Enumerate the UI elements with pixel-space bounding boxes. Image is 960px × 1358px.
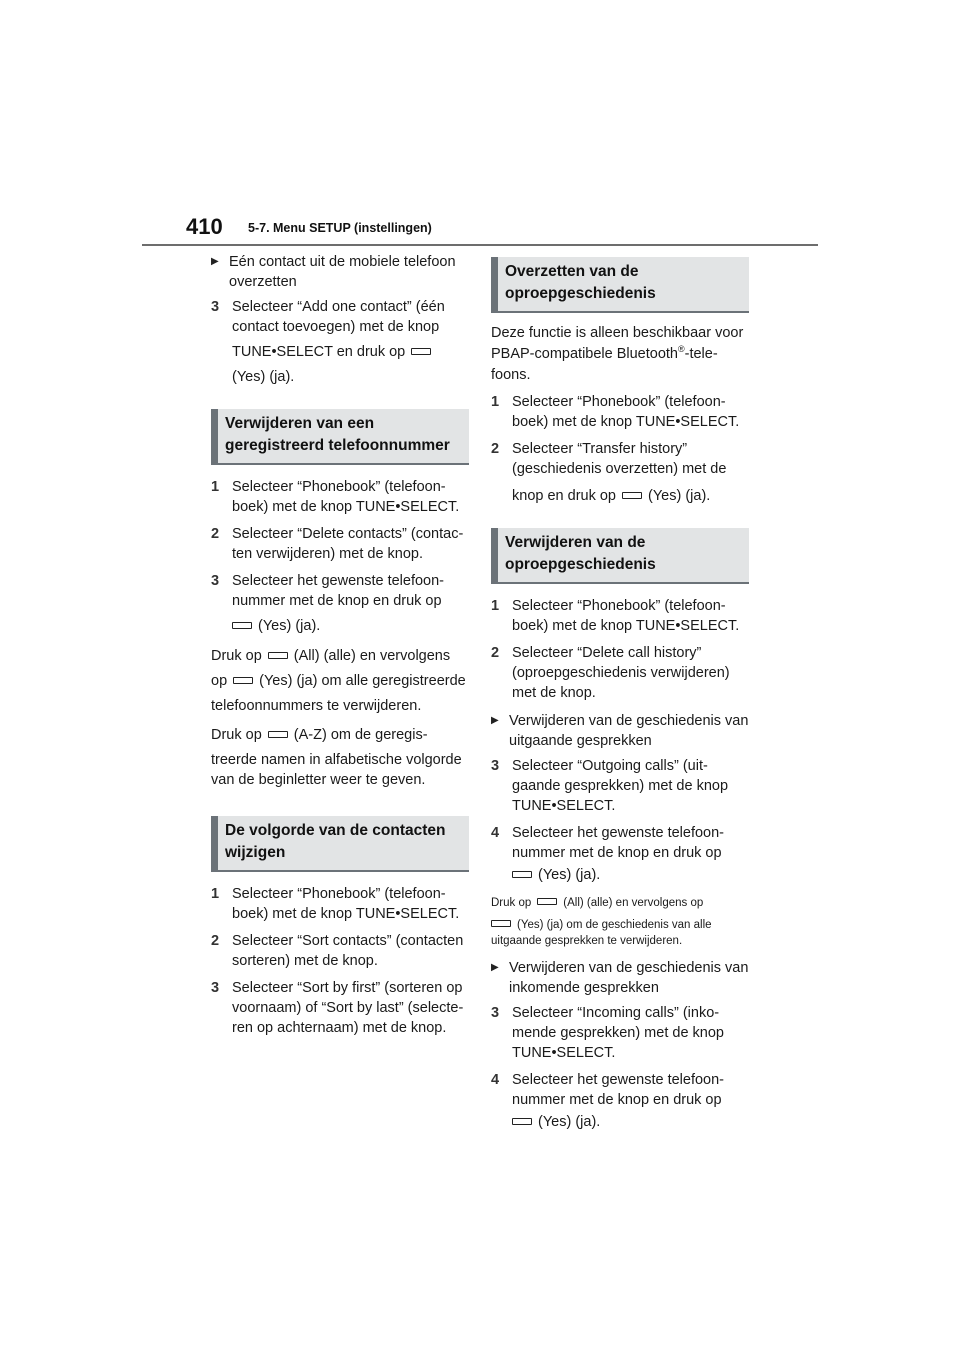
note-text: [211, 646, 469, 666]
step-number: 1: [491, 394, 500, 410]
page-header: [186, 212, 826, 246]
step-number: 1: [211, 479, 220, 495]
step-text: Selecteer het gewenste telefoon-nummer met de knop en druk op: [232, 573, 444, 609]
note-text: [211, 750, 469, 790]
arrow-icon: ▶: [491, 715, 499, 726]
bullet-incoming: [491, 958, 749, 998]
step-item: [211, 571, 469, 611]
step-text: Selecteer “Transfer history” (geschiedenis overzetten) met de: [512, 441, 727, 477]
button-icon: [622, 492, 642, 499]
note-text: [211, 671, 469, 691]
step-continuation: [491, 486, 749, 506]
step-number: 2: [211, 933, 220, 949]
paragraph: [491, 323, 749, 386]
step-text: Selecteer het gewenste telefoon-nummer met de knop en druk op: [512, 1072, 724, 1108]
step-item: [491, 439, 749, 479]
step-number: 3: [491, 1005, 500, 1021]
section-title: 5-7. Menu SETUP (instellingen): [248, 221, 432, 235]
small-note: [491, 895, 749, 911]
step-item: [491, 643, 749, 703]
registered-mark: ®: [678, 344, 685, 355]
step-continuation: [211, 616, 469, 636]
step-item: [211, 477, 469, 517]
right-column: [491, 252, 749, 1132]
step-number: 3: [491, 758, 500, 774]
paragraph-part: Deze functie is alleen beschikbaar voor PBAP-compatibele Bluetooth: [491, 325, 744, 362]
step-number: 4: [491, 1072, 500, 1088]
step-text: Selecteer “Add one contact” (één contact toevoegen) met de knop: [232, 299, 445, 335]
step-continuation: [211, 342, 469, 362]
section-heading: Overzetten van de oproepgeschiedenis: [491, 257, 749, 313]
step-text: (Yes) (ja).: [538, 867, 601, 883]
step-text: Selecteer “Sort by first” (sorteren op voornaam) of “Sort by last” (selecte-ren op achternaam) met de knop.: [232, 980, 464, 1036]
note-text: [211, 725, 469, 745]
step-text: (Yes) (ja).: [538, 1114, 601, 1130]
step-number: 3: [211, 573, 220, 589]
step-number: 3: [211, 980, 220, 996]
page-number: 410: [186, 214, 223, 239]
step-number: 2: [211, 526, 220, 542]
step-text: Selecteer “Sort contacts” (contacten sorteren) met de knop.: [232, 933, 464, 969]
note-part: (All) (alle) en vervolgens: [293, 648, 451, 664]
note-part: treerde namen in alfabetische volgorde van de beginletter weer te geven.: [211, 752, 462, 788]
step-text: (Yes) (ja).: [648, 488, 711, 504]
note-part: Druk op: [491, 897, 532, 909]
note-part: (A-Z) om de geregis-: [293, 727, 428, 743]
button-icon: [233, 677, 253, 684]
button-icon: [512, 1118, 532, 1125]
step-item: [211, 297, 469, 337]
note-part: telefoonnummers te verwijderen.: [211, 698, 422, 714]
step-number: 2: [491, 645, 500, 661]
button-icon: [537, 898, 557, 905]
step-text: Selecteer “Delete call history” (oproepgeschiedenis verwijderen) met de knop.: [512, 645, 730, 701]
step-text: TUNE•SELECT en druk op: [232, 344, 406, 360]
note-part: (Yes) (ja) om alle geregistreerde: [259, 673, 466, 689]
paragraph-part: -tele-foons.: [491, 346, 718, 383]
header-rule: [142, 244, 818, 246]
step-text: Selecteer “Phonebook” (telefoon-boek) met de knop TUNE•SELECT.: [512, 394, 740, 430]
step-item: [491, 1070, 749, 1110]
step-item: [491, 823, 749, 863]
step-item: [491, 596, 749, 636]
left-column: [211, 252, 469, 1038]
button-icon: [491, 920, 511, 927]
section-heading: Verwijderen van een geregistreerd telefoonnummer: [211, 409, 469, 465]
step-text: Selecteer het gewenste telefoon-nummer met de knop en druk op: [512, 825, 724, 861]
section-heading: Verwijderen van de oproepgeschiedenis: [491, 528, 749, 584]
bullet-text: Verwijderen van de geschiedenis van uitgaande gesprekken: [509, 713, 749, 749]
arrow-icon: ▶: [491, 962, 499, 973]
button-icon: [411, 348, 431, 355]
step-text: Selecteer “Delete contacts” (contac-ten verwijderen) met de knop.: [232, 526, 464, 562]
bullet-one-contact: [211, 252, 469, 292]
bullet-outgoing: [491, 711, 749, 751]
bullet-text: Eén contact uit de mobiele telefoon overzetten: [229, 254, 456, 290]
step-text: Selecteer “Phonebook” (telefoon-boek) met de knop TUNE•SELECT.: [232, 479, 460, 515]
step-item: [211, 524, 469, 564]
step-text: Selecteer “Incoming calls” (inko-mende gesprekken) met de knop TUNE•SELECT.: [512, 1005, 724, 1061]
step-number: 3: [211, 299, 220, 315]
note-part: Druk op: [211, 727, 262, 743]
step-number: 1: [211, 886, 220, 902]
button-icon: [268, 731, 288, 738]
step-text: (Yes) (ja).: [232, 369, 295, 385]
step-text: Selecteer “Phonebook” (telefoon-boek) met de knop TUNE•SELECT.: [512, 598, 740, 634]
note-text: [211, 696, 469, 716]
step-item: [211, 931, 469, 971]
step-number: 1: [491, 598, 500, 614]
small-note: [491, 917, 749, 949]
step-text: Selecteer “Phonebook” (telefoon-boek) met de knop TUNE•SELECT.: [232, 886, 460, 922]
note-part: (All) (alle) en vervolgens op: [563, 897, 704, 909]
step-continuation: [211, 367, 469, 387]
note-part: op: [211, 673, 228, 689]
step-continuation: [491, 865, 749, 885]
button-icon: [268, 652, 288, 659]
step-item: [211, 884, 469, 924]
step-item: [491, 756, 749, 816]
step-continuation: [491, 1112, 749, 1132]
step-item: [491, 392, 749, 432]
step-text: knop en druk op: [512, 488, 616, 504]
step-number: 2: [491, 441, 500, 457]
step-item: [491, 1003, 749, 1063]
step-number: 4: [491, 825, 500, 841]
note-part: (Yes) (ja) om de geschiedenis van alle uitgaande gesprekken te verwijderen.: [491, 919, 712, 947]
section-heading: De volgorde van de contacten wijzigen: [211, 816, 469, 872]
bullet-text: Verwijderen van de geschiedenis van inkomende gesprekken: [509, 960, 749, 996]
button-icon: [512, 871, 532, 878]
button-icon: [232, 622, 252, 629]
note-part: Druk op: [211, 648, 262, 664]
step-item: [211, 978, 469, 1038]
arrow-icon: ▶: [211, 256, 219, 267]
step-text: Selecteer “Outgoing calls” (uit-gaande gesprekken) met de knop TUNE•SELECT.: [512, 758, 729, 814]
step-text: (Yes) (ja).: [258, 618, 321, 634]
